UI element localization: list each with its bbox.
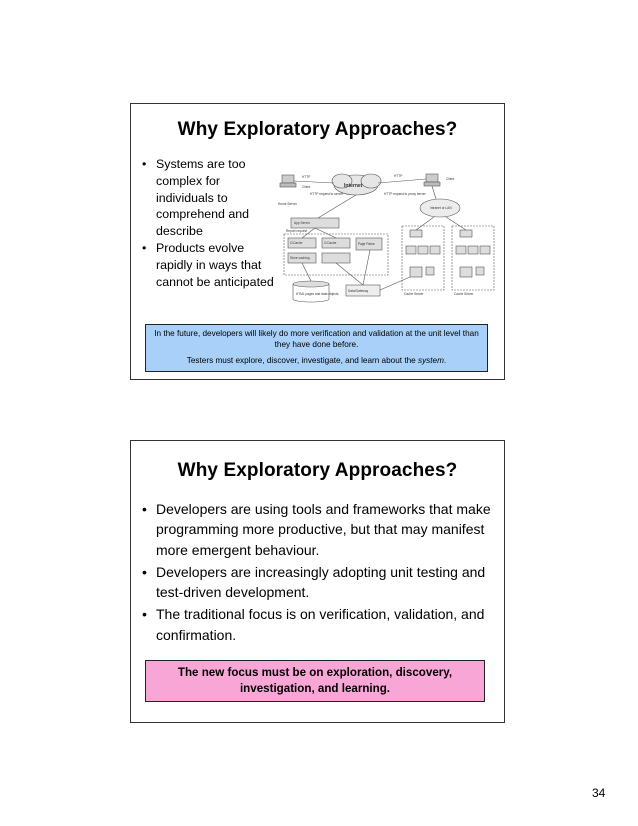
- diagram-label: HTTP: [302, 175, 311, 179]
- callout-text: [146, 355, 487, 366]
- callout-box: The new focus must be on exploration, discovery, investigation, and learning.: [145, 660, 485, 702]
- bullet-item: • The traditional focus is on verification, validation, and confirmation.: [139, 604, 501, 645]
- bullet-item: • Systems are too complex for individuals to comprehend and describe: [139, 156, 279, 240]
- callout-text-part: Testers must explore, discover, investigate, and learn about the: [186, 356, 418, 365]
- diagram-label: HTTP request to server: [310, 192, 344, 196]
- diagram-label: Cache Server: [454, 292, 474, 296]
- diagram-label: Report request: [286, 229, 308, 233]
- bullet-list: [139, 499, 501, 647]
- diagram-label: Cache Server: [404, 292, 424, 296]
- slide-title: Why Exploratory Approaches?: [177, 460, 458, 481]
- diagram-label: Home Server: [278, 202, 297, 206]
- slide-1: [130, 103, 505, 380]
- bullet-item: • Developers are increasingly adopting unit testing and test-driven development.: [139, 562, 501, 603]
- callout-text: In the future, developers will likely do more verification and validation at the unit level than they have done before.: [154, 329, 479, 349]
- callout-text-part: .: [443, 356, 447, 365]
- diagram-label: Intranet or LAN: [430, 206, 452, 210]
- diagram-label: C/Cache: [290, 241, 303, 245]
- diagram-label: HTTP request to proxy server: [384, 192, 426, 196]
- slide-2: [130, 440, 505, 723]
- diagram-label: C/Cache: [324, 241, 337, 245]
- diagram-label: HTML pages and data objects: [296, 292, 339, 296]
- diagram-label: Client: [302, 185, 311, 189]
- architecture-diagram: [274, 171, 497, 311]
- diagram-label: Store caching: [290, 256, 310, 260]
- diagram-label: Data/Gateway: [348, 289, 369, 293]
- diagram-label: HTTP: [394, 174, 403, 178]
- callout-emphasis: system: [417, 356, 444, 365]
- slide-title: Why Exploratory Approaches?: [177, 119, 458, 140]
- diagram-label: Client: [446, 177, 455, 181]
- diagram-label: Page Parse: [358, 242, 375, 246]
- diagram-label: App Server: [294, 221, 310, 225]
- diagram-label: Internet: [344, 183, 363, 189]
- bullet-item: • Products evolve rapidly in ways that cannot be anticipated: [139, 240, 279, 290]
- page-number: 34: [592, 786, 606, 800]
- bullet-list: [139, 156, 279, 290]
- bullet-item: • Developers are using tools and frameworks that make programming more productive, but that may manifest more emergent behaviour.: [139, 499, 501, 560]
- callout-box: [145, 324, 488, 372]
